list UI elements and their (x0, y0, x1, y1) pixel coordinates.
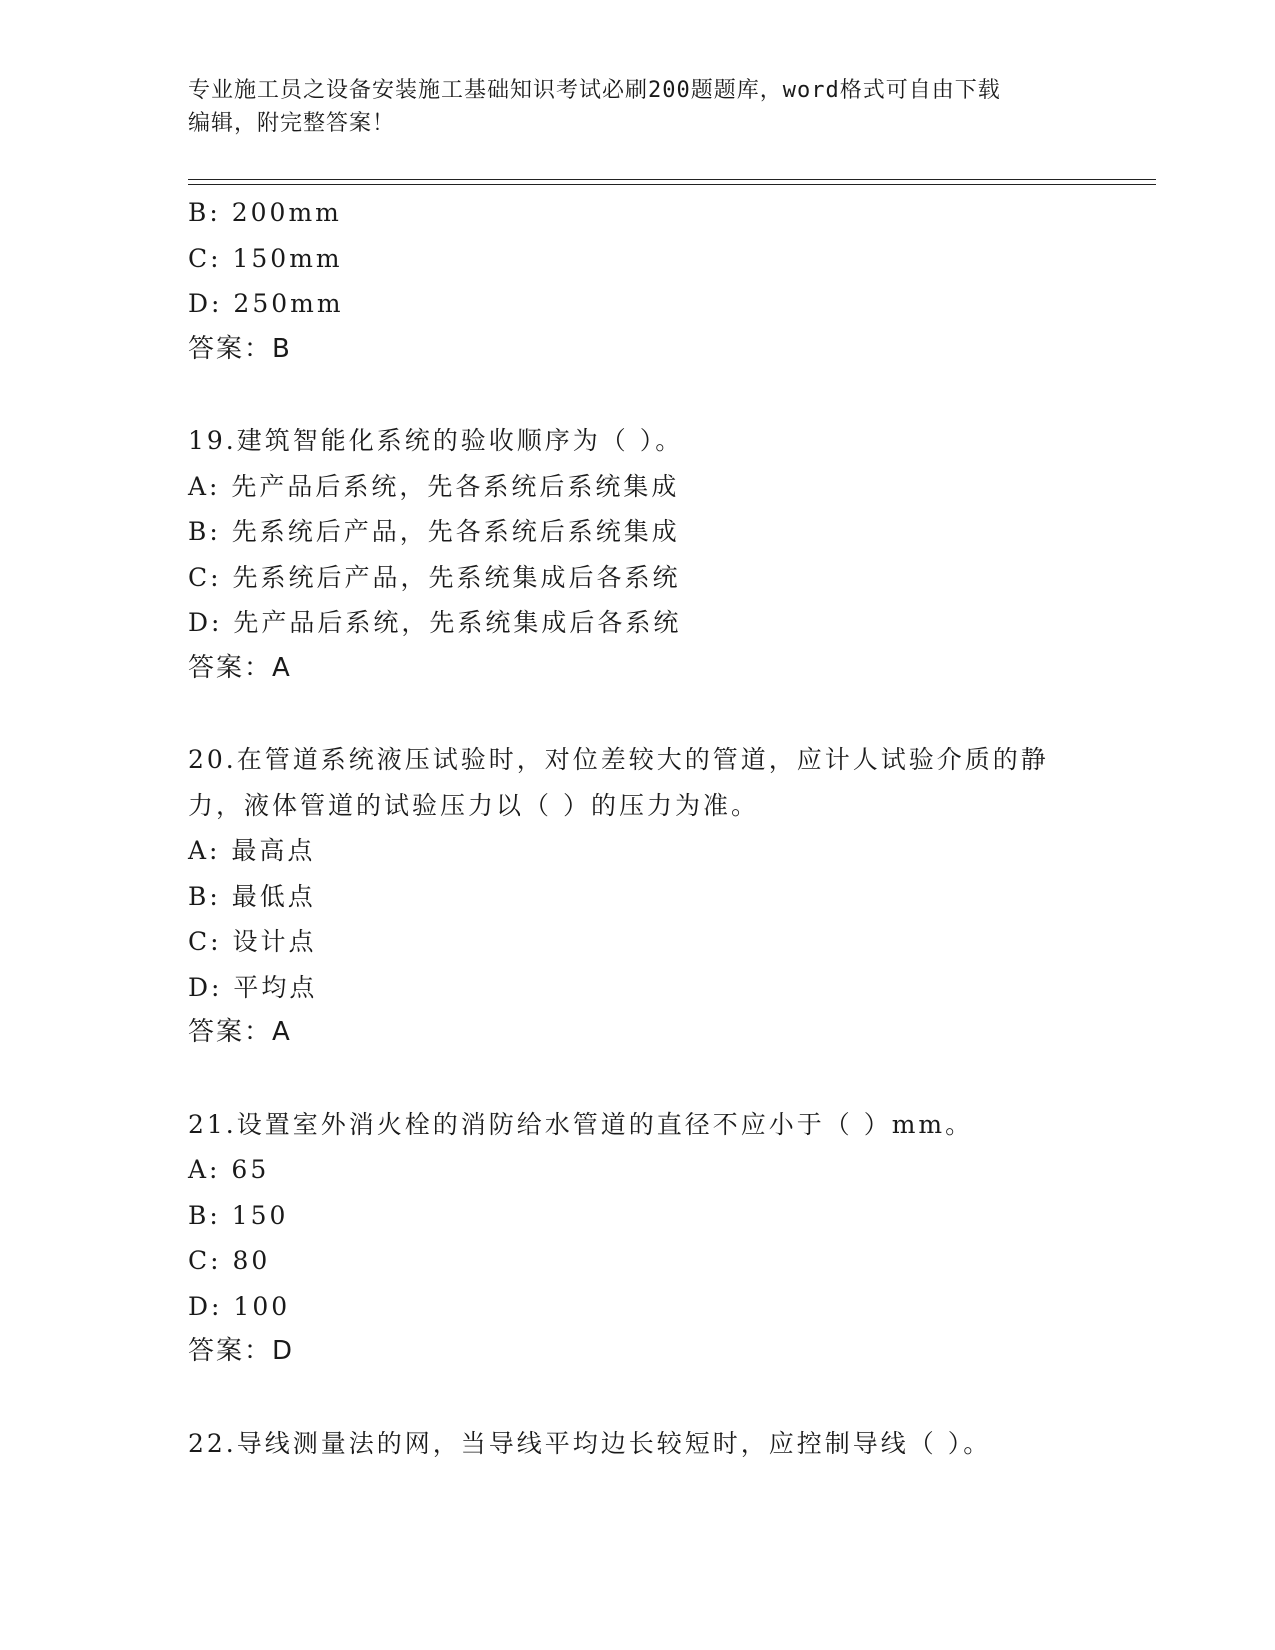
q22-question: 22.导线测量法的网，当导线平均边长较短时，应控制导线（ ）。 (188, 1428, 992, 1458)
spacer (188, 1056, 1088, 1102)
q19-option-a: A: 先产品后系统，先各系统后系统集成 (188, 471, 680, 501)
header-title-line1: 专业施工员之设备安装施工基础知识考试必刷200题题库，word格式可自由下载 (188, 78, 1001, 103)
q19-answer: 答案：A (188, 652, 292, 683)
spacer (188, 1375, 1088, 1421)
q21-option-a: A: 65 (188, 1155, 270, 1184)
q20-option-d: D: 平均点 (188, 972, 318, 1002)
q21-answer: 答案：D (188, 1336, 295, 1366)
document-header (188, 74, 1068, 140)
q21-option-d: D: 100 (188, 1291, 291, 1321)
q20-answer: 答案：A (188, 1017, 292, 1047)
q20-option-a: A: 最高点 (188, 836, 316, 865)
q21-question: 21.设置室外消火栓的消防给水管道的直径不应小于（ ）mm。 (188, 1109, 974, 1139)
q21-option-c: C: 80 (188, 1246, 271, 1275)
spacer (188, 691, 1088, 737)
header-divider-top (188, 179, 1156, 180)
q19-option-c: C: 先系统后产品，先系统集成后各系统 (188, 562, 681, 592)
header-divider-bottom (188, 184, 1156, 185)
q19-option-d: D: 先产品后系统，先系统集成后各系统 (188, 608, 682, 637)
q20-option-b: B: 最低点 (188, 881, 316, 911)
q18-option-d: D: 250mm (188, 289, 344, 318)
question-19 (188, 418, 1088, 691)
q18-option-c: C: 150mm (188, 243, 343, 273)
question-21 (188, 1102, 1088, 1375)
q19-option-b: B: 先系统后产品，先各系统后系统集成 (188, 517, 680, 546)
header-title-line2: 编辑，附完整答案！ (188, 111, 396, 136)
question-22 (188, 1421, 1088, 1467)
question-20 (188, 737, 1088, 1056)
q21-option-b: B: 150 (188, 1200, 289, 1230)
question-list (188, 190, 1088, 1466)
spacer (188, 372, 1088, 418)
q20-question-line2: 力，液体管道的试验压力以（ ）的压力为准。 (188, 790, 759, 820)
question-18-remainder (188, 190, 1088, 372)
q20-question-line1: 20.在管道系统液压试验时，对位差较大的管道，应计人试验介质的静 (188, 745, 1049, 774)
q19-question: 19.建筑智能化系统的验收顺序为（ ）。 (188, 426, 684, 455)
q18-option-b: B: 200mm (188, 198, 342, 227)
q18-answer: 答案：B (188, 333, 292, 364)
q20-option-c: C: 设计点 (188, 927, 317, 956)
